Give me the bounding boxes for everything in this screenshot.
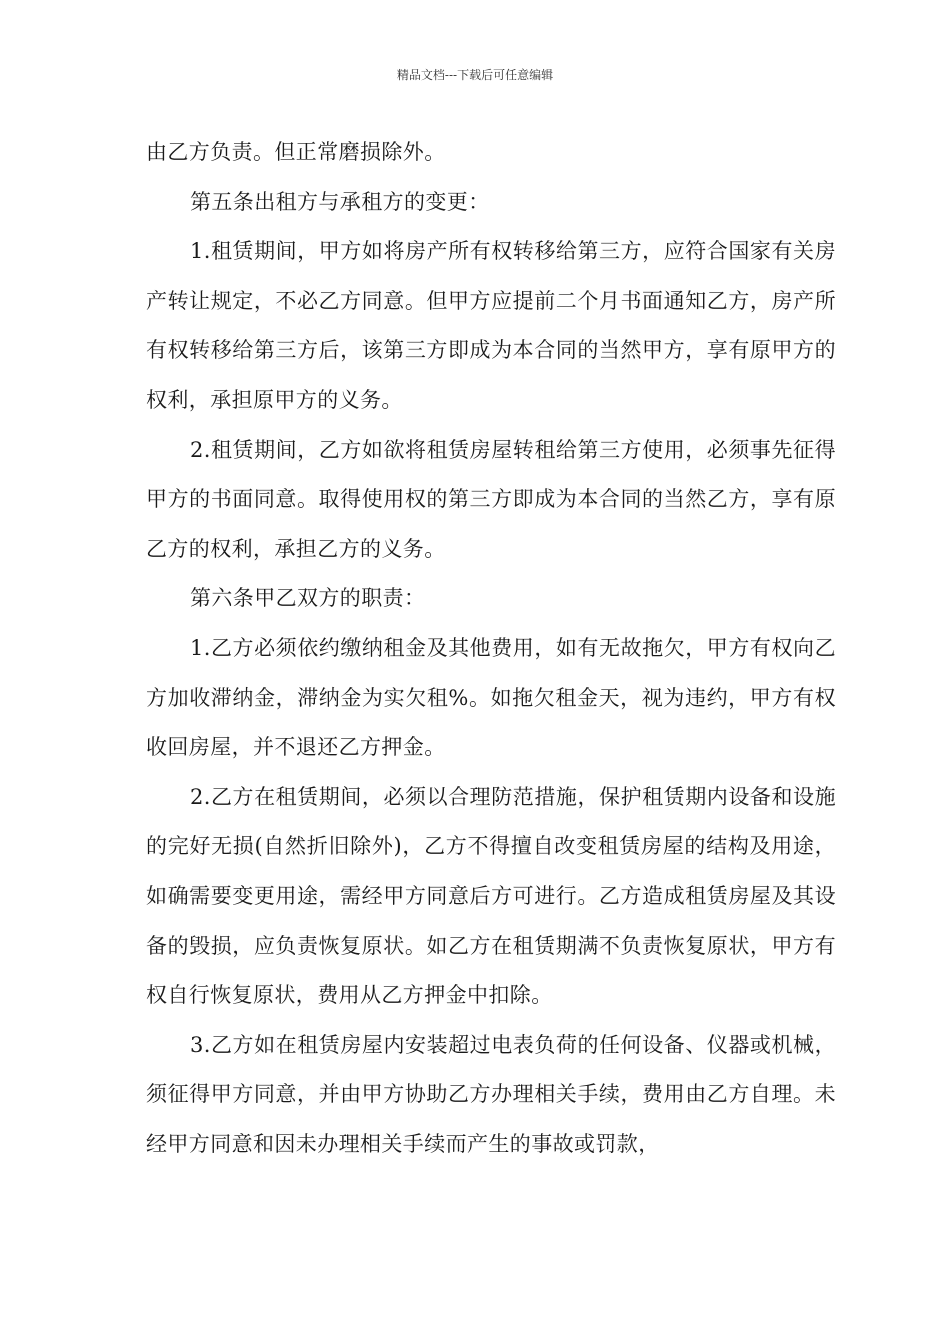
paragraph: 由乙方负责。但正常磨损除外。: [146, 140, 446, 164]
paragraph: 2.乙方在租赁期间，必须以合理防范措施，保护租赁期内设备和设施的完好无损(自然折旧除外)，乙方不得擅自改变租赁房屋的结构及用途，如确需要变更用途，需经甲方同意后方可进行。乙方造成租赁房屋及其设备的毁损，应负责恢复原状。如乙方在租赁期满不负责恢复原状，甲方有权自行恢复原状，费用从乙方押金中扣除。: [146, 784, 836, 1008]
paragraph: 1.乙方必须依约缴纳租金及其他费用，如有无故拖欠，甲方有权向乙方加收滞纳金，滞纳金为实欠租%。如拖欠租金天，视为违约，甲方有权收回房屋，并不退还乙方押金。: [146, 635, 836, 760]
document-body: [146, 128, 836, 1169]
paragraph: 1.租赁期间，甲方如将房产所有权转移给第三方，应符合国家有关房产转让规定，不必乙方同意。但甲方应提前二个月书面通知乙方，房产所有权转移给第三方后，该第三方即成为本合同的当然甲方，享有原甲方的权利，承担原甲方的义务。: [146, 239, 836, 412]
section-heading: 第六条甲乙双方的职责：: [190, 586, 426, 611]
paragraph: 2.租赁期间，乙方如欲将租赁房屋转租给第三方使用，必须事先征得甲方的书面同意。取得使用权的第三方即成为本合同的当然乙方，享有原乙方的权利，承担乙方的义务。: [146, 437, 836, 561]
paragraph: 3.乙方如在租赁房屋内安装超过电表负荷的任何设备、仪器或机械，须征得甲方同意，并由甲方协助乙方办理相关手续，费用由乙方自理。未经甲方同意和因未办理相关手续而产生的事故或罚款，: [146, 1032, 836, 1156]
page-header: 精品文档---下载后可任意编辑: [396, 68, 554, 82]
section-heading: 第五条出租方与承租方的变更：: [190, 189, 490, 214]
